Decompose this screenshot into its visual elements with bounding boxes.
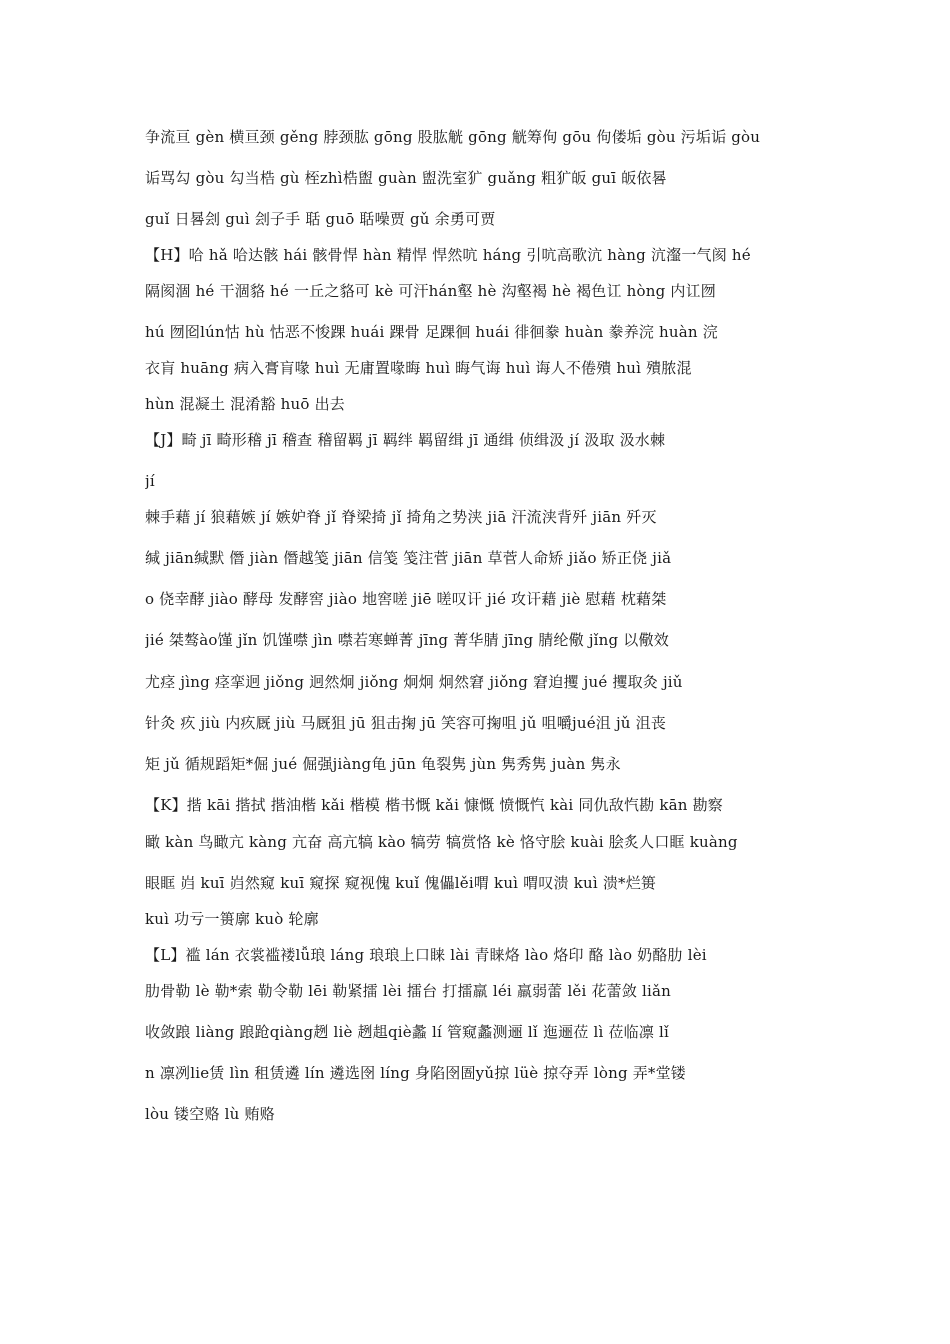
text-line: 诟骂勾 gòu 勾当梏 gù 桎zhì梏盥 guàn 盥洗室犷 guǎng 粗犷皈 guī 皈依晷 <box>145 169 667 187</box>
text-line: 缄 jiān缄默 僭 jiàn 僭越笺 jiān 信笺 笺注菅 jiān 草菅人命矫 jiǎo 矫正侥 jiǎ <box>145 549 672 567</box>
text-line: 瞰 kàn 鸟瞰亢 kàng 亢奋 高亢犒 kào 犒劳 犒赏恪 kè 恪守脍 kuài 脍炙人口眶 kuàng <box>145 833 738 851</box>
text-line: 针灸 疚 jiù 内疚厩 jiù 马厩狙 jū 狙击掬 jū 笑容可掬咀 jǔ 咀嚼jué沮 jǔ 沮丧 <box>145 714 667 732</box>
section-j-heading-line: 【J】畸 jī 畸形稽 jī 稽查 稽留羁 jī 羁绊 羁留缉 jī 通缉 侦缉汲 jí 汲取 汲水棘 <box>145 431 666 449</box>
text-line: 棘手藉 jí 狼藉嫉 jí 嫉妒脊 jǐ 脊梁掎 jǐ 掎角之势浃 jiā 汗流浃背歼 jiān 歼灭 <box>145 508 657 526</box>
text-line: 收敛踉 liàng 踉跄qiàng趔 liè 趔趄qiè蠡 lí 管窥蠡测逦 lǐ 迤逦莅 lì 莅临凛 lǐ <box>145 1023 669 1041</box>
text-line: 隔阂涸 hé 干涸貉 hé 一丘之貉可 kè 可汗hán壑 hè 沟壑褐 hè 褐色讧 hòng 内讧囫 <box>145 282 716 300</box>
text-line: jí <box>145 472 155 490</box>
section-h-heading-line: 【H】哈 hǎ 哈达骸 hái 骸骨悍 hàn 精悍 悍然吭 háng 引吭高歌沆 hàng 沆瀣一气阂 hé <box>145 246 751 264</box>
text-line: jié 桀骜ào馑 jǐn 饥馑噤 jìn 噤若寒蝉菁 jīng 菁华腈 jīng 腈纶儆 jǐng 以儆效 <box>145 631 669 649</box>
text-line: hú 囫囵lún怙 hù 怙恶不悛踝 huái 踝骨 足踝徊 huái 徘徊豢 huàn 豢养浣 huàn 浣 <box>145 323 718 341</box>
text-line: 尤痉 jìng 痉挛迥 jiǒng 迥然炯 jiǒng 炯炯 炯然窘 jiǒng 窘迫攫 jué 攫取灸 jiǔ <box>145 673 683 691</box>
text-line: guǐ 日晷刽 guì 刽子手 聒 guō 聒噪贾 gǔ 余勇可贾 <box>145 210 496 228</box>
section-l-heading-line: 【L】褴 lán 衣裳褴褛lǚ琅 láng 琅琅上口睐 lài 青睐烙 lào 烙印 酪 lào 奶酪肋 lèi <box>145 946 707 964</box>
text-line: 争流亘 gèn 横亘颈 gěng 脖颈肱 gōng 股肱觥 gōng 觥筹佝 gōu 佝偻垢 gòu 污垢诟 gòu <box>145 128 761 146</box>
text-line: lòu 镂空赂 lù 贿赂 <box>145 1105 275 1123</box>
text-line: 眼眶 岿 kuī 岿然窥 kuī 窥探 窥视傀 kuǐ 傀儡lěi喟 kuì 喟叹溃 kuì 溃*烂篑 <box>145 874 657 892</box>
text-line: o 侥幸酵 jiào 酵母 发酵窖 jiào 地窖嗟 jiē 嗟叹讦 jié 攻讦藉 jiè 慰藉 枕藉桀 <box>145 590 667 608</box>
text-line: hùn 混凝土 混淆豁 huō 出去 <box>145 395 346 413</box>
text-line: 肋骨勒 lè 勒*索 勒令勒 lēi 勒紧擂 lèi 擂台 打擂羸 léi 羸弱蕾 lěi 花蕾敛 liǎn <box>145 982 672 1000</box>
text-line: 矩 jǔ 循规蹈矩*倔 jué 倔强jiàng龟 jūn 龟裂隽 jùn 隽秀隽 juàn 隽永 <box>145 755 621 773</box>
text-line: n 凛冽lie赁 lìn 租赁遴 lín 遴选囹 líng 身陷囹圄yǔ掠 lüè 掠夺弄 lòng 弄*堂镂 <box>145 1064 687 1082</box>
text-line: kuì 功亏一篑廓 kuò 轮廓 <box>145 910 319 928</box>
text-line: 衣肓 huāng 病入膏肓喙 huì 无庸置喙晦 huì 晦气诲 huì 诲人不倦殨 huì 殨脓混 <box>145 359 692 377</box>
section-k-heading-line: 【K】揩 kāi 揩拭 揩油楷 kǎi 楷模 楷书慨 kǎi 慷慨 愤慨忾 kài 同仇敌忾勘 kān 勘察 <box>145 796 724 814</box>
